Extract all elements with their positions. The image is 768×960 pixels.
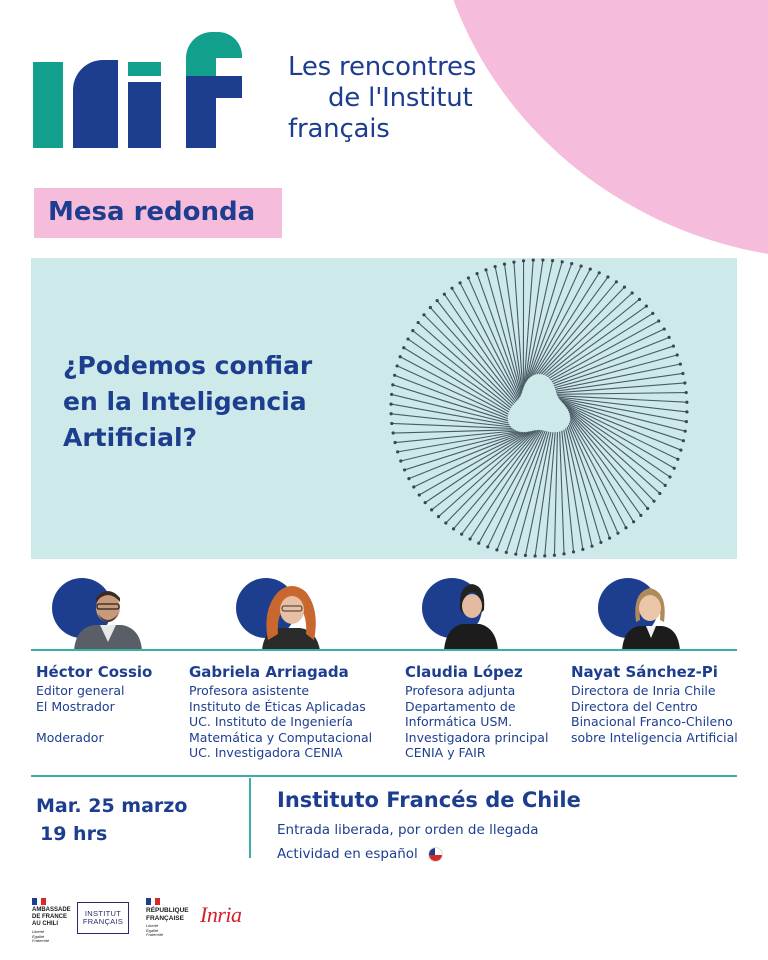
event-date-block xyxy=(36,792,187,848)
spiral-pin xyxy=(419,432,529,495)
spiral-pin-head xyxy=(424,501,427,504)
spiral-pin-head xyxy=(524,554,527,557)
spiral-pin-head xyxy=(673,467,676,470)
spiral-pin-head xyxy=(391,383,394,386)
speaker-photo-nayat xyxy=(590,570,710,650)
speaker-role: Investigadora principal xyxy=(405,729,549,745)
spiral-pin-head xyxy=(422,313,425,316)
spiral-pin-head xyxy=(393,374,396,377)
spiral-pin xyxy=(405,432,523,470)
speaker-role: Editor general xyxy=(36,683,125,698)
speaker-role: CENIA y FAIR xyxy=(405,745,486,760)
speaker-role xyxy=(36,714,152,730)
spiral-pin-head xyxy=(458,281,461,284)
spiral-pin-head xyxy=(430,508,433,511)
rif-letter-f xyxy=(186,32,242,148)
republique-logo-line: FRANÇAISE xyxy=(146,914,184,922)
spiral-pin-head xyxy=(495,548,498,551)
spiral-pin xyxy=(569,412,654,501)
speaker-role: Matemática y Computacional xyxy=(189,729,373,745)
spiral-pin-head xyxy=(543,554,546,557)
spiral-pin-head xyxy=(681,372,684,375)
spiral-pin-head xyxy=(685,391,688,394)
embassy-motto-line: Égalité xyxy=(32,933,45,939)
spiral-pin-head xyxy=(389,402,392,405)
rif-letter-r xyxy=(33,60,118,148)
inria-logo: Inria xyxy=(200,902,242,927)
spiral-pin-head xyxy=(494,265,497,268)
speaker-role: Directora del Centro xyxy=(571,698,698,714)
institut-logo-line: INSTITUT xyxy=(84,909,122,918)
spiral-pin-head xyxy=(645,305,648,308)
spiral-pin-head xyxy=(672,344,675,347)
spiral-pin-head xyxy=(514,553,517,556)
hero-question-line: Artificial? xyxy=(63,423,198,452)
spiral-pin-head xyxy=(638,298,641,301)
rif-title-line: Les rencontres xyxy=(288,52,477,82)
spiral-pin-head xyxy=(532,259,535,262)
spiral-pin-head xyxy=(412,485,415,488)
hero-question-line: en la Inteligencia xyxy=(63,387,307,416)
speaker-role: El Mostrador xyxy=(36,698,115,714)
spiral-pin-head xyxy=(676,458,679,461)
speaker-hector xyxy=(36,664,152,745)
spiral-pin-head xyxy=(572,550,575,553)
spiral-pin-head xyxy=(668,475,671,478)
speaker-role: UC. Instituto de Ingeniería xyxy=(189,714,353,729)
speaker-role: Moderador xyxy=(36,729,104,745)
spiral-pin-head xyxy=(685,420,688,423)
spiral-pin-head xyxy=(484,268,487,271)
spiral-pin-head xyxy=(598,271,601,274)
hero-banner xyxy=(31,258,737,559)
republique-logo-line: RÉPUBLIQUE xyxy=(146,907,189,914)
spiral-pin-head xyxy=(444,521,447,524)
event-vertical-divider xyxy=(249,778,251,858)
embassy-motto-line: Liberté xyxy=(32,929,45,934)
speaker-claudia xyxy=(405,664,548,761)
spiral-pin-head xyxy=(505,551,508,554)
event-top-divider xyxy=(31,775,737,777)
spiral-pin xyxy=(551,321,659,380)
spiral-pin-head xyxy=(663,327,666,330)
chile-flag-icon xyxy=(428,847,443,862)
spiral-pin xyxy=(554,346,674,386)
spiral-pin-head xyxy=(396,450,399,453)
spiral-pin-head xyxy=(667,336,670,339)
embassy-logo-line: DE FRANCE xyxy=(32,914,68,920)
spiral-pin-head xyxy=(683,381,686,384)
spiral-pin-head xyxy=(599,541,602,544)
spiral-pin xyxy=(506,431,547,552)
speaker-name: Nayat Sánchez-Pi xyxy=(571,663,718,681)
spiral-pin-head xyxy=(684,430,687,433)
spiral-pin-head xyxy=(392,431,395,434)
spiral-pin-head xyxy=(450,287,453,290)
rif-title xyxy=(288,52,476,145)
embassy-logo-line: AU CHILI xyxy=(32,921,58,927)
speaker-role: Informática USM. xyxy=(405,714,513,729)
speaker-role: Departamento de xyxy=(405,698,516,714)
republique-motto-line: Égalité xyxy=(146,927,159,933)
spiral-pin xyxy=(446,430,536,523)
spiral-pins-illustration xyxy=(379,258,699,559)
spiral-pin-head xyxy=(664,484,667,487)
speaker-role: Binacional Franco-Chileno xyxy=(571,714,733,729)
speaker-role: UC. Investigadora CENIA xyxy=(189,745,343,760)
embassy-motto-line: Fraternité xyxy=(32,938,50,943)
spiral-pin xyxy=(400,357,508,414)
event-entry-info: Entrada liberada, por orden de llegada xyxy=(277,822,539,838)
event-venue: Instituto Francés de Chile xyxy=(277,788,581,812)
spiral-pin-head xyxy=(561,260,564,263)
spiral-pin-head xyxy=(589,268,592,271)
spiral-pin-head xyxy=(411,329,414,332)
spiral-pin-head xyxy=(608,536,611,539)
event-type-label: Mesa redonda xyxy=(48,197,256,227)
spiral-pin-head xyxy=(399,355,402,358)
spiral-pin-head xyxy=(658,492,661,495)
spiral-pin-head xyxy=(579,265,582,268)
embassy-logo xyxy=(32,898,76,944)
spiral-pin xyxy=(566,428,592,546)
spiral-pin-head xyxy=(616,532,619,535)
spiral-pin-head xyxy=(632,520,635,523)
speaker-photo-gabriela xyxy=(228,570,348,650)
spiral-pin-head xyxy=(685,410,688,413)
spiral-pin-head xyxy=(407,477,410,480)
spiral-pin-head xyxy=(551,259,554,262)
spiral-pin-head xyxy=(652,500,655,503)
spiral-pin-head xyxy=(533,554,536,557)
speaker-photo-hector xyxy=(44,570,164,650)
spiral-pin-head xyxy=(418,493,421,496)
spiral-pin-head xyxy=(512,261,515,264)
republique-francaise-logo xyxy=(146,898,196,938)
spiral-pin-head xyxy=(460,533,463,536)
spiral-pin xyxy=(514,262,523,389)
hero-question xyxy=(63,348,312,456)
speaker-name: Gabriela Arriagada xyxy=(189,663,349,681)
spiral-pin xyxy=(554,432,557,555)
speaker-role: sobre Inteligencia Artificial xyxy=(571,729,738,745)
republique-motto-line: Liberté xyxy=(146,923,159,928)
speaker-role: Profesora asistente xyxy=(189,683,310,698)
spiral-pin-head xyxy=(390,393,393,396)
speakers-top-divider xyxy=(31,649,737,651)
spiral-pin-head xyxy=(679,448,682,451)
hero-question-line: ¿Podemos confiar xyxy=(63,351,313,380)
speaker-gabriela xyxy=(189,664,372,761)
spiral-pin-head xyxy=(403,468,406,471)
rif-logo xyxy=(30,28,245,150)
speaker-role: Profesora adjunta xyxy=(405,683,516,698)
spiral-pin-head xyxy=(581,548,584,551)
pink-decorative-arc xyxy=(430,0,768,260)
spiral-pin xyxy=(470,430,540,539)
spiral-pin xyxy=(549,313,653,378)
footer-partner-logos xyxy=(30,894,290,943)
event-venue-block xyxy=(277,788,581,866)
spiral-pin-head xyxy=(685,401,688,404)
spiral-pin-head xyxy=(676,353,679,356)
spiral-pin xyxy=(524,260,533,386)
spiral-pin xyxy=(414,432,527,487)
spiral-pin-head xyxy=(429,306,432,309)
spiral-pin xyxy=(418,323,512,407)
spiral-pin xyxy=(391,404,510,425)
rif-title-line: de l'Institut xyxy=(328,83,473,113)
spiral-pin-head xyxy=(452,527,455,530)
spiral-pin xyxy=(392,423,513,428)
spiral-pin-head xyxy=(486,545,489,548)
spiral-pin-head xyxy=(541,258,544,261)
event-language-row xyxy=(277,842,581,866)
event-date: Mar. 25 marzo xyxy=(36,795,188,817)
spiral-pin-head xyxy=(477,542,480,545)
speaker-photo-claudia xyxy=(414,570,534,650)
spiral-pin-head xyxy=(390,412,393,415)
spiral-pin-head xyxy=(468,537,471,540)
institut-logo-line: FRANÇAIS xyxy=(82,917,124,926)
spiral-pin-head xyxy=(590,545,593,548)
spiral-pin-head xyxy=(623,286,626,289)
spiral-pin-head xyxy=(679,363,682,366)
spiral-pin-head xyxy=(631,291,634,294)
event-time: 19 hrs xyxy=(40,823,108,845)
spiral-pin-head xyxy=(402,346,405,349)
spiral-pin-head xyxy=(443,293,446,296)
speaker-role: Directora de Inria Chile xyxy=(571,683,716,698)
speaker-nayat xyxy=(571,664,738,745)
spiral-pin-head xyxy=(553,554,556,557)
spiral-pin-head xyxy=(570,262,573,265)
spiral-pin-head xyxy=(646,507,649,510)
spiral-pin-head xyxy=(475,272,478,275)
speaker-name: Claudia López xyxy=(405,663,523,681)
embassy-logo-line: AMBASSADE xyxy=(32,907,71,913)
event-language-info: Actividad en español xyxy=(277,846,418,862)
spiral-pin-head xyxy=(562,552,565,555)
spiral-pin-head xyxy=(393,441,396,444)
spiral-pin-head xyxy=(406,337,409,340)
institut-francais-logo xyxy=(77,902,129,934)
spiral-pin-head xyxy=(399,459,402,462)
spiral-pin xyxy=(557,393,686,395)
spiral-pin xyxy=(504,264,522,391)
spiral-pin-head xyxy=(390,422,393,425)
spiral-pin-head xyxy=(682,439,685,442)
spiral-pin-head xyxy=(651,312,654,315)
spiral-pin-head xyxy=(437,515,440,518)
spiral-pin-head xyxy=(467,276,470,279)
spiral-pin-head xyxy=(522,259,525,262)
spiral-pin-head xyxy=(615,280,618,283)
spiral-pin-head xyxy=(417,321,420,324)
spiral-pin-head xyxy=(639,514,642,517)
spiral-pin-head xyxy=(503,262,506,265)
rif-letter-i xyxy=(128,62,161,148)
event-type-badge xyxy=(34,188,282,238)
speaker-name: Héctor Cossio xyxy=(36,663,153,681)
rif-title-line: français xyxy=(288,114,390,144)
spiral-pin-head xyxy=(606,275,609,278)
spiral-pin-head xyxy=(436,299,439,302)
spiral-pin xyxy=(567,408,665,485)
speaker-role: Instituto de Éticas Aplicadas xyxy=(189,698,366,714)
spiral-pin-head xyxy=(624,526,627,529)
spiral-pin-head xyxy=(396,364,399,367)
spiral-pin-head xyxy=(657,319,660,322)
republique-motto-line: Fraternité xyxy=(146,932,164,937)
